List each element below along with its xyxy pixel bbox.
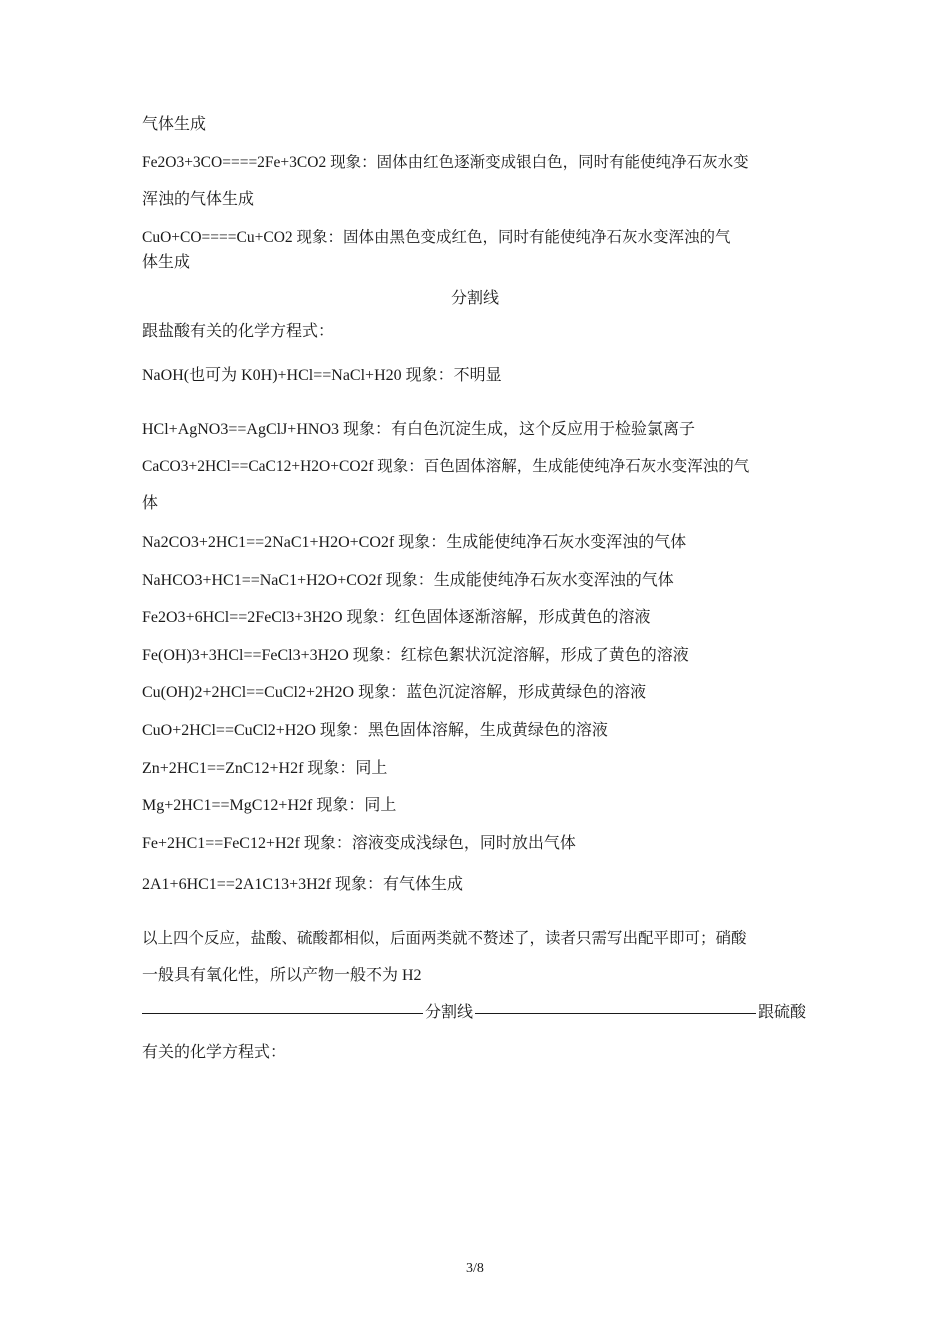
text-line: NaOH(也可为 K0H)+HCl==NaCl+H20 现象：不明显 bbox=[142, 367, 502, 384]
text-line: CuO+CO====Cu+CO2 现象：固体由黑色变成红色，同时有能使纯净石灰水变浑浊的气 bbox=[142, 229, 731, 246]
text-line: NaHCO3+HC1==NaC1+H2O+CO2f 现象：生成能使纯净石灰水变浑浊的气体 bbox=[142, 572, 674, 589]
rule-left bbox=[142, 1013, 423, 1014]
rule-right bbox=[475, 1013, 756, 1014]
text-line: CaCO3+2HCl==CaC12+H2O+CO2f 现象：百色固体溶解，生成能使纯净石灰水变浑浊的气 bbox=[142, 458, 750, 475]
text-line: Na2CO3+2HC1==2NaC1+H2O+CO2f 现象：生成能使纯净石灰水变浑浊的气体 bbox=[142, 534, 687, 551]
text-line: HCl+AgNO3==AgClJ+HNO3 现象：有白色沉淀生成，这个反应用于检验氯离子 bbox=[142, 421, 695, 438]
text-line: 以上四个反应，盐酸、硫酸都相似，后面两类就不赘述了，读者只需写出配平即可；硝酸 bbox=[142, 930, 747, 947]
text-line: Fe2O3+6HCl==2FeCl3+3H2O 现象：红色固体逐渐溶解，形成黄色的溶液 bbox=[142, 609, 651, 626]
text-line: Fe(OH)3+3HCl==FeCl3+3H2O 现象：红棕色絮状沉淀溶解，形成了黄色的溶液 bbox=[142, 647, 689, 664]
text-line: Zn+2HC1==ZnC12+H2f 现象：同上 bbox=[142, 760, 388, 777]
text-line: 2A1+6HC1==2A1C13+3H2f 现象：有气体生成 bbox=[142, 876, 463, 893]
divider-rule bbox=[142, 1003, 806, 1023]
text-line: Mg+2HC1==MgC12+H2f 现象：同上 bbox=[142, 797, 397, 814]
text-line: 体生成 bbox=[142, 254, 191, 271]
section-heading: 跟盐酸有关的化学方程式： bbox=[142, 323, 335, 340]
divider-label: 分割线 bbox=[450, 290, 499, 307]
text-line: Fe+2HC1==FeC12+H2f 现象：溶液变成浅绿色，同时放出气体 bbox=[142, 835, 576, 852]
text-line: 体 bbox=[142, 495, 159, 512]
divider-label: 分割线 bbox=[424, 1004, 473, 1021]
text-line: 一般具有氧化性，所以产物一般不为 H2 bbox=[142, 967, 422, 984]
text-line: 气体生成 bbox=[142, 116, 207, 133]
section-heading-end: 有关的化学方程式： bbox=[142, 1044, 287, 1061]
section-heading-start: 跟硫酸 bbox=[757, 1004, 806, 1021]
text-line: 浑浊的气体生成 bbox=[142, 191, 255, 208]
page-number: 3/8 bbox=[466, 1261, 484, 1276]
text-line: CuO+2HCl==CuCl2+H2O 现象：黑色固体溶解，生成黄绿色的溶液 bbox=[142, 722, 608, 739]
text-line: Cu(OH)2+2HCl==CuCl2+2H2O 现象：蓝色沉淀溶解，形成黄绿色的溶液 bbox=[142, 684, 647, 701]
text-line: Fe2O3+3CO====2Fe+3CO2 现象：固体由红色逐渐变成银白色，同时有能使纯净石灰水变 bbox=[142, 154, 749, 171]
